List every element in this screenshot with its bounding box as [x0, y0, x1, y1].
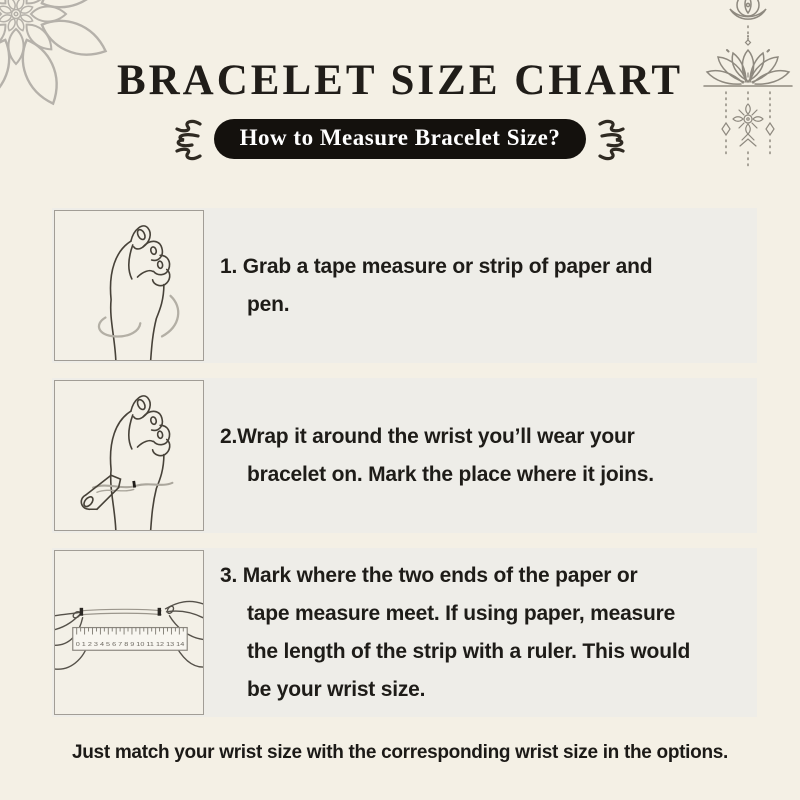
ruler	[73, 628, 187, 651]
step-text-line: be your wrist size.	[247, 677, 426, 701]
step-2-illustration	[54, 380, 204, 531]
paper-strip	[82, 609, 162, 614]
flourish-right-icon	[597, 117, 631, 161]
step-text-line: 3. Mark where the two ends of the paper or	[220, 563, 638, 587]
strip-end-left	[80, 608, 83, 616]
step-2-text	[220, 378, 751, 533]
ruler-measure-icon	[55, 551, 203, 714]
step-1-illustration	[54, 210, 204, 361]
step-1-text	[220, 208, 751, 363]
ruler-numbers: 0 1 2 3 4 5 6 7 8 9 10 11 12 13 14	[75, 641, 185, 648]
marker-pen	[81, 475, 120, 509]
step-1-row	[52, 208, 757, 363]
mark-tick	[134, 481, 135, 488]
step-text-line: pen.	[247, 292, 290, 316]
footer-note: Just match your wrist size with the corresponding wrist size in the options.	[71, 742, 729, 763]
page-title: BRACELET SIZE CHART	[116, 57, 684, 104]
step-3-illustration	[54, 550, 204, 715]
step-3-text	[220, 548, 751, 717]
hand-marker-pen-icon	[55, 381, 203, 530]
step-text-line: bracelet on. Mark the place where it joins.	[247, 462, 654, 486]
badge-row	[0, 116, 800, 162]
flourish-left-icon	[169, 117, 203, 161]
step-text-line: 1. Grab a tape measure or strip of paper and	[220, 254, 653, 278]
step-2-row	[52, 378, 757, 533]
how-to-measure-badge: How to Measure Bracelet Size?	[214, 119, 587, 159]
step-text-line: 2.Wrap it around the wrist you’ll wear your	[220, 424, 635, 448]
step-text-line: the length of the strip with a ruler. This would	[247, 639, 691, 663]
step-3-row	[52, 548, 757, 717]
step-text-line: tape measure meet. If using paper, measure	[247, 601, 676, 625]
strip-end-right	[158, 608, 161, 616]
hand-tape-loop-icon	[55, 211, 203, 360]
